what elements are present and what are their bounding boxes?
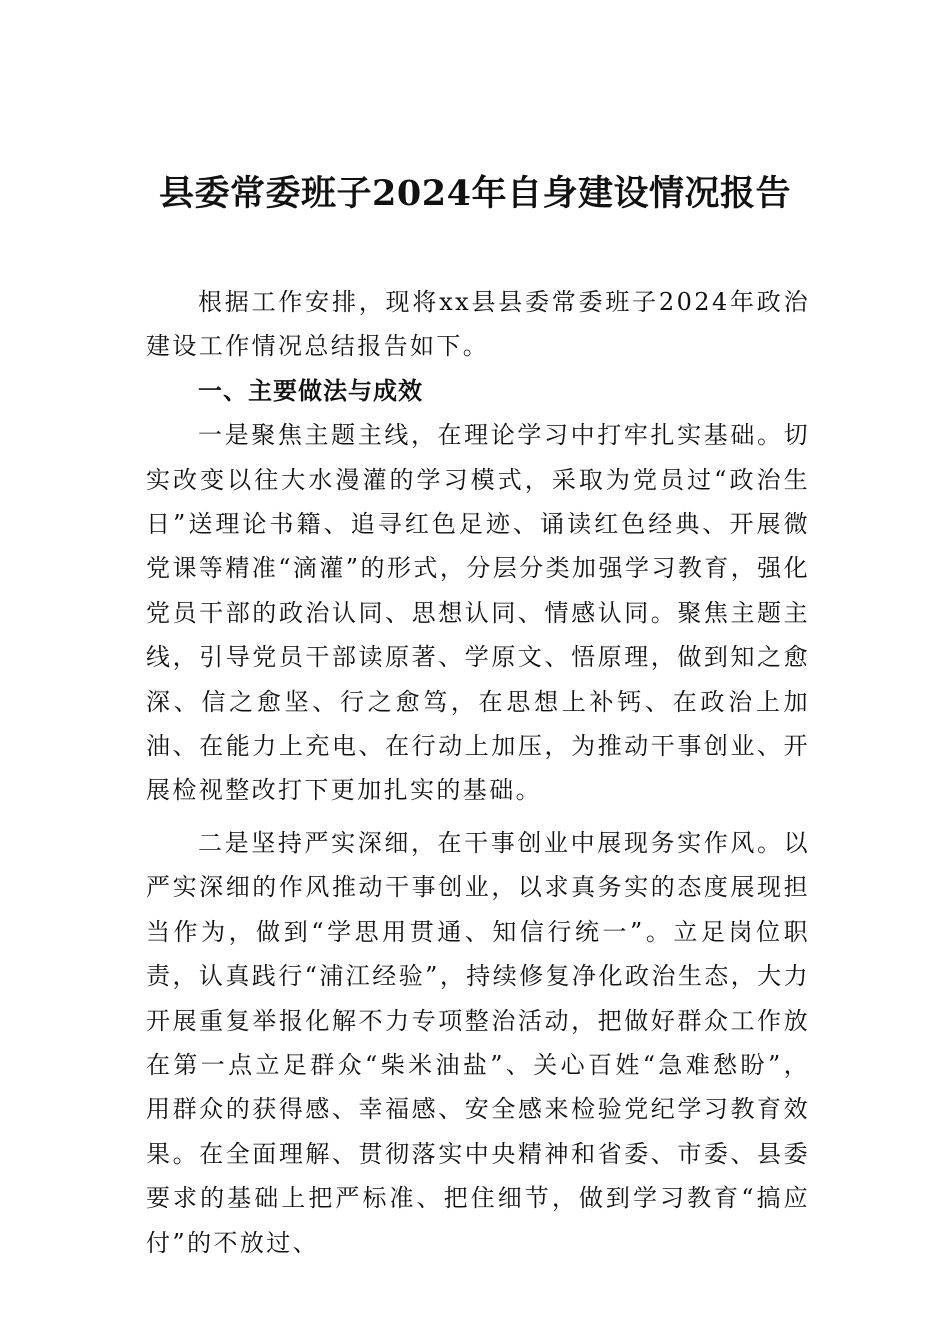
document-body: [146, 280, 810, 1265]
document-title: 县委常委班子2024年自身建设情况报告: [159, 173, 791, 214]
intro-paragraph: 根据工作安排，现将xx县县委常委班子2024年政治建设工作情况总结报告如下。: [146, 288, 810, 361]
section-heading: 一、主要做法与成效: [198, 376, 423, 405]
paragraph-2: 二是坚持严实深细，在干事创业中展现务实作风。以严实深细的作风推动干事创业，以求真务实的态度展现担当作为，做到“学思用贯通、知信行统一”。立足岗位职责，认真践行“浦江经验”，持续修复净化政治生态，大力开展重复举报化解不力专项整治活动，把做好群众工作放在第一点立足群众“柴米油盐”、关心百姓“急难愁盼”，用群众的获得感、幸福感、安全感来检验党纪学习教育效果。在全面理解、贯彻落实中央精神和省委、市委、县委要求的基础上把严标准、把住细节，做到学习教育“搞应付”的不放过、: [146, 828, 810, 1257]
paragraph-1: 一是聚焦主题主线，在理论学习中打牢扎实基础。切实改变以往大水漫灌的学习模式，采取为党员过“政治生日”送理论书籍、追寻红色足迹、诵读红色经典、开展微党课等精准“滴灌”的形式，分层分类加强学习教育，强化党员干部的政治认同、思想认同、情感认同。聚焦主题主线，引导党员干部读原著、学原文、悟原理，做到知之愈深、信之愈坚、行之愈笃，在思想上补钙、在政治上加油、在能力上充电、在行动上加压，为推动干事创业、开展检视整改打下更加扎实的基础。: [146, 421, 810, 805]
